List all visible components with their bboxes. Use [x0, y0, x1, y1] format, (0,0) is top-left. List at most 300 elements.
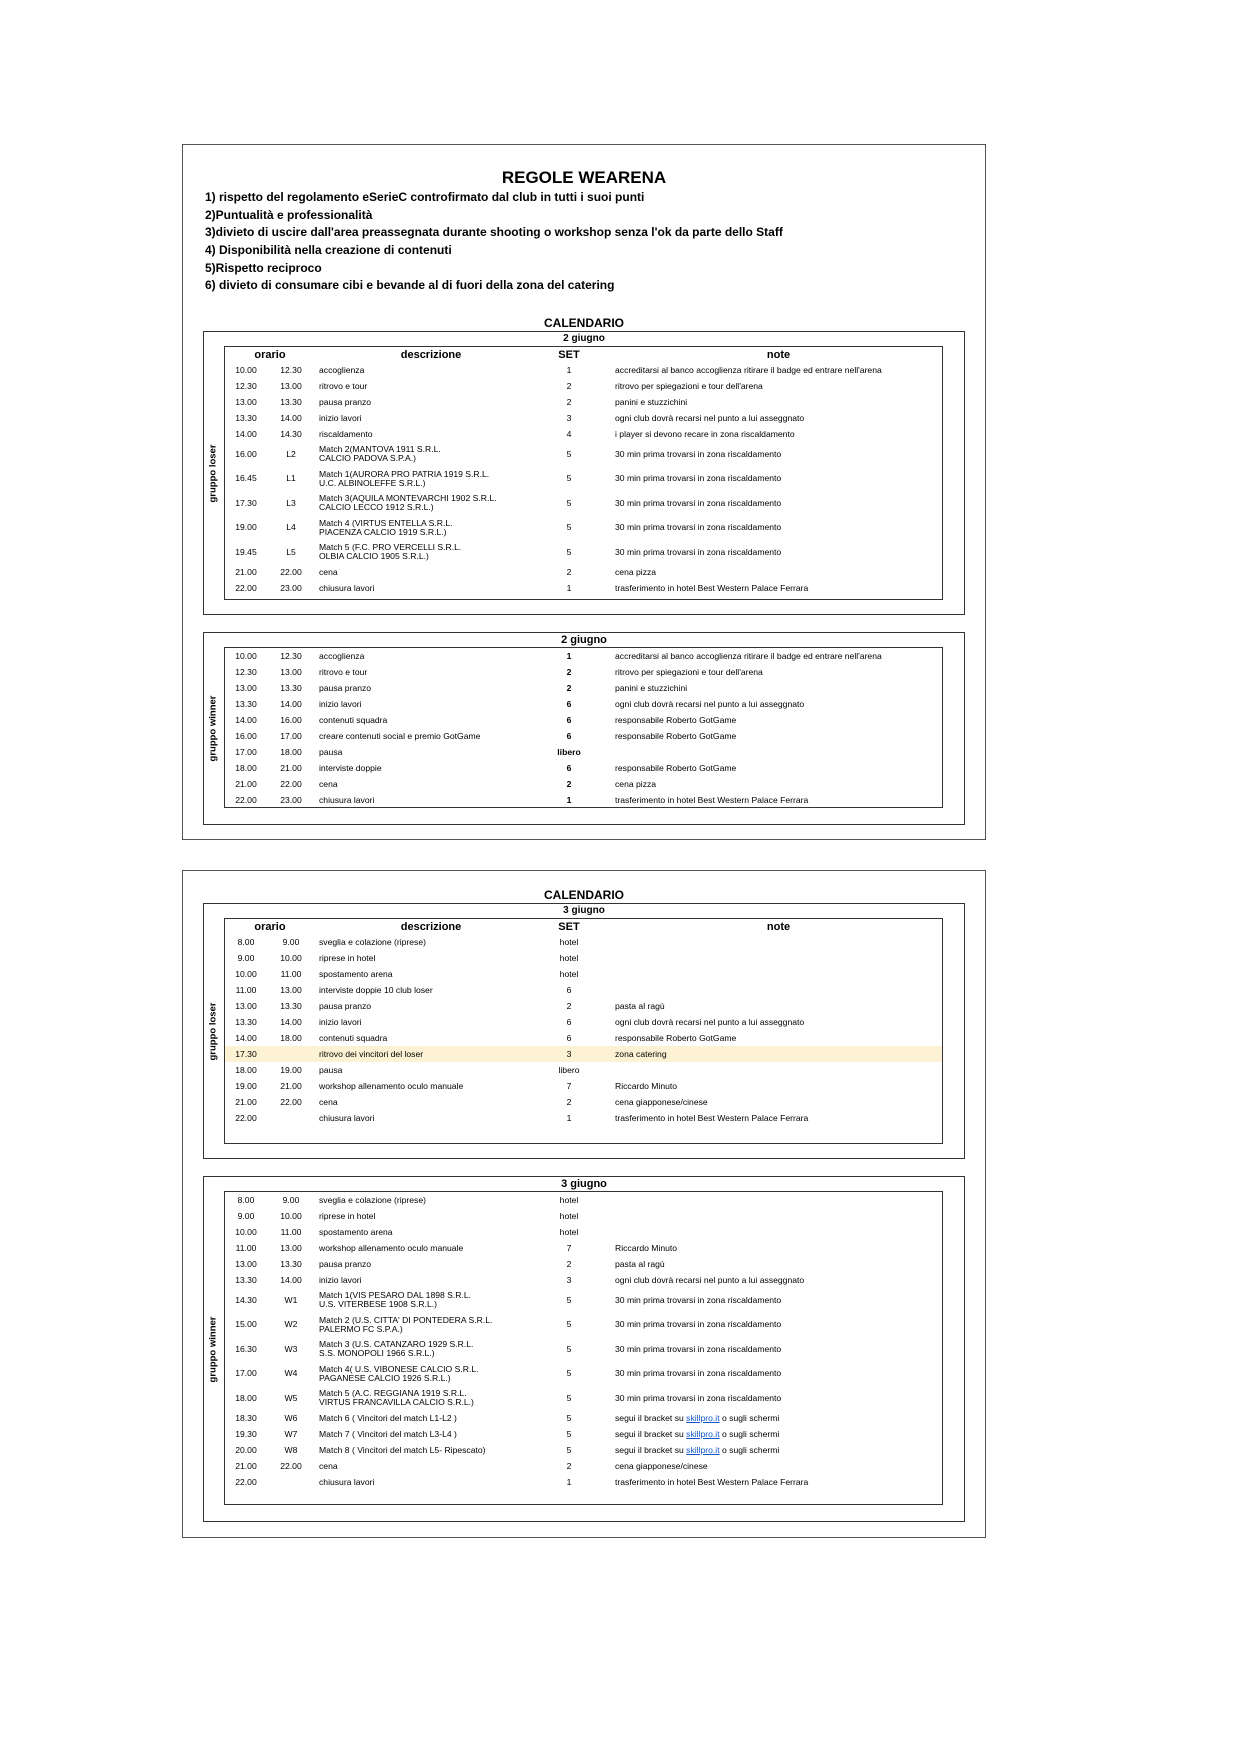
note: ritrovo per spiegazioni e tour dell'arena: [615, 666, 763, 677]
description: pausa pranzo: [319, 1000, 372, 1011]
description: Match 5 (F.C. PRO VERCELLI S.R.L. OLBIA CALCIO 1905 S.R.L.): [319, 542, 462, 562]
group-label: gruppo winner: [207, 695, 219, 762]
table-row: [225, 680, 942, 696]
table-header: [225, 919, 942, 934]
table-row: [225, 1459, 942, 1475]
table-row: [225, 950, 942, 966]
note: [615, 1208, 942, 1224]
table-row: [225, 1208, 942, 1224]
time-start: 18.00: [235, 1064, 257, 1075]
time-end: 23.00: [280, 583, 302, 593]
header-set: SET: [558, 920, 580, 933]
header-descrizione: descrizione: [400, 920, 462, 933]
set-value: 2: [566, 682, 572, 693]
description: spostamento arena: [319, 968, 393, 979]
time-end: 13.30: [280, 682, 302, 693]
table-row: [225, 776, 942, 792]
description: Match 1(AURORA PRO PATRIA 1919 S.R.L. U.C. ALBINOLEFFE S.R.L.): [319, 468, 490, 488]
set-value: 5: [566, 1413, 572, 1423]
note: Riccardo Minuto: [615, 1242, 678, 1253]
note: trasferimento in hotel Best Western Palace Ferrara: [615, 583, 809, 593]
time-start: 18.30: [235, 1413, 257, 1423]
description: inizio lavori: [319, 1016, 362, 1027]
time-start: 18.00: [235, 762, 257, 773]
group-winner-3-giugno: [203, 1176, 965, 1522]
set-value: hotel: [559, 968, 579, 979]
group-label: gruppo loser: [207, 1001, 219, 1061]
set-value: 1: [566, 1477, 572, 1487]
group-label: gruppo loser: [207, 443, 219, 503]
rule-item: 2)Puntualità e professionalità: [205, 207, 373, 222]
description: cena: [319, 778, 338, 789]
set-value: libero: [558, 1064, 580, 1075]
time-start: 19.30: [235, 1429, 257, 1439]
time-start: 14.00: [235, 1032, 257, 1043]
table-row: [225, 467, 942, 492]
time-start: 17.30: [225, 1046, 267, 1062]
schedule-table-frame: [224, 346, 943, 600]
time-start: 11.00: [235, 1242, 257, 1253]
description: pausa: [319, 746, 343, 757]
set-value: 7: [566, 1080, 572, 1091]
table-row: [225, 1288, 942, 1313]
time-start: 21.00: [235, 778, 257, 789]
note: trasferimento in hotel Best Western Palace Ferrara: [615, 794, 809, 805]
skillpro-link[interactable]: skillpro.it: [686, 1413, 720, 1423]
description: Match 1(VIS PESARO DAL 1898 S.R.L. U.S. VITERBESE 1908 S.R.L.): [319, 1290, 472, 1310]
calendar-title: CALENDARIO: [544, 888, 624, 902]
time-end: W5: [284, 1392, 298, 1403]
time-end: [267, 1475, 315, 1491]
note: 30 min prima trovarsi in zona riscaldamento: [615, 448, 782, 459]
rule-item: 4) Disponibilità nella creazione di contenuti: [205, 243, 452, 258]
time-end: 14.00: [280, 412, 302, 423]
table-header: [225, 347, 942, 362]
description: Match 2(MANTOVA 1911 S.R.L. CALCIO PADOVA S.P.A.): [319, 444, 441, 464]
note: 30 min prima trovarsi in zona riscaldamento: [615, 546, 782, 557]
time-end: 22.00: [280, 1461, 302, 1471]
description: Match 7 ( Vincitori del match L3-L4 ): [319, 1429, 457, 1439]
table-row: [225, 982, 942, 998]
time-start: 11.00: [235, 984, 257, 995]
set-value: 2: [566, 666, 572, 677]
time-end: 22.00: [280, 1096, 302, 1107]
description: workshop allenamento oculo manuale: [319, 1080, 464, 1091]
time-end: L2: [286, 448, 296, 459]
set-value: 6: [566, 730, 572, 741]
time-start: 10.00: [235, 650, 257, 661]
description: riprese in hotel: [319, 952, 376, 963]
table-row: [225, 744, 942, 760]
table-row: [225, 410, 942, 426]
table-row: [225, 1313, 942, 1338]
note: segui il bracket su skillpro.it o sugli schermi: [615, 1413, 780, 1423]
description: cena: [319, 1096, 338, 1107]
set-value: 5: [566, 1392, 572, 1403]
time-start: 12.30: [235, 666, 257, 677]
time-start: 15.00: [235, 1319, 257, 1330]
set-value: 6: [566, 714, 572, 725]
set-value: 5: [566, 473, 572, 484]
table-row: [225, 1443, 942, 1459]
table-row: [225, 394, 942, 410]
description: inizio lavori: [319, 698, 362, 709]
description: pausa pranzo: [319, 1258, 372, 1269]
table-row: [225, 1240, 942, 1256]
time-end: 12.30: [280, 364, 302, 375]
time-end: 12.30: [280, 650, 302, 661]
time-end: 11.00: [280, 1226, 302, 1237]
time-start: 22.00: [235, 1477, 257, 1487]
time-end: 13.30: [280, 1000, 302, 1011]
note: panini e stuzzichini: [615, 682, 688, 693]
table-row: [225, 1014, 942, 1030]
set-value: 2: [566, 1461, 572, 1471]
note: pasta al ragù: [615, 1000, 665, 1011]
description: Match 3 (U.S. CATANZARO 1929 S.R.L. S.S. MONOPOLI 1966 S.R.L.): [319, 1339, 474, 1359]
note: 30 min prima trovarsi in zona riscaldamento: [615, 1368, 782, 1379]
set-value: hotel: [559, 936, 579, 947]
set-value: 6: [566, 762, 572, 773]
table-row: [225, 1078, 942, 1094]
note: responsabile Roberto GotGame: [615, 1032, 737, 1043]
time-end: 13.30: [280, 1258, 302, 1269]
time-end: 9.00: [282, 1194, 300, 1205]
rule-item: 1) rispetto del regolamento eSerieC controfirmato dal club in tutti i suoi punti: [205, 190, 645, 204]
time-end: 10.00: [280, 952, 302, 963]
note: [615, 1192, 942, 1208]
table-row: [225, 565, 942, 581]
note: 30 min prima trovarsi in zona riscaldamento: [615, 473, 782, 484]
description: accoglienza: [319, 364, 365, 375]
table-row: [225, 664, 942, 680]
time-end: [267, 1110, 315, 1126]
group-loser-3-giugno: [203, 903, 965, 1159]
time-end: 19.00: [280, 1064, 302, 1075]
set-value: 1: [566, 794, 572, 805]
time-end: 13.30: [280, 396, 302, 407]
time-end: L4: [286, 522, 296, 533]
time-end: W3: [284, 1343, 298, 1354]
table-row: [225, 1224, 942, 1240]
skillpro-link[interactable]: skillpro.it: [686, 1445, 720, 1455]
time-start: 22.00: [235, 583, 257, 593]
time-start: 14.30: [235, 1294, 257, 1305]
note: 30 min prima trovarsi in zona riscaldamento: [615, 522, 782, 533]
time-start: 16.00: [235, 448, 257, 459]
note: 30 min prima trovarsi in zona riscaldamento: [615, 1392, 782, 1403]
time-end: L5: [286, 546, 296, 557]
calendar-title: CALENDARIO: [544, 316, 624, 330]
table-row: [225, 1062, 942, 1078]
schedule-table-frame: [224, 647, 943, 808]
time-start: 13.00: [235, 1258, 257, 1269]
set-value: 3: [566, 412, 572, 423]
description: Match 4 (VIRTUS ENTELLA S.R.L. PIACENZA CALCIO 1919 S.R.L.): [319, 517, 453, 537]
set-value: 5: [566, 1319, 572, 1330]
description: pausa: [319, 1064, 343, 1075]
time-end: 17.00: [280, 730, 302, 741]
schedule-table: [225, 648, 942, 808]
note: accreditarsi al banco accoglienza ritirare il badge ed entrare nell'arena: [615, 364, 882, 375]
table-row: [225, 581, 942, 597]
set-value: hotel: [559, 1226, 579, 1237]
description: ritrovo dei vincitori del loser: [315, 1046, 547, 1062]
time-start: 10.00: [235, 968, 257, 979]
time-end: 14.00: [280, 1016, 302, 1027]
set-value: 6: [566, 698, 572, 709]
set-value: 1: [566, 583, 572, 593]
table-row: [225, 1110, 942, 1126]
description: creare contenuti social e premio GotGame: [319, 730, 481, 741]
note: responsabile Roberto GotGame: [615, 730, 737, 741]
time-end: W1: [284, 1294, 298, 1305]
description: ritrovo e tour: [319, 666, 368, 677]
time-start: 20.00: [235, 1445, 257, 1455]
set-value: 5: [566, 1294, 572, 1305]
time-start: 21.00: [235, 1461, 257, 1471]
set-value: 6: [566, 1016, 572, 1027]
time-start: 13.30: [235, 412, 257, 423]
time-end: 18.00: [280, 1032, 302, 1043]
table-row: [225, 1386, 942, 1411]
description: cena: [319, 1461, 338, 1471]
group-label: gruppo winner: [207, 1316, 219, 1382]
note: segui il bracket su skillpro.it o sugli schermi: [615, 1445, 780, 1455]
header-orario: orario: [254, 920, 286, 933]
time-start: 18.00: [235, 1392, 257, 1403]
time-end: 18.00: [280, 746, 302, 757]
note: [615, 744, 942, 760]
set-value: hotel: [559, 1210, 579, 1221]
note: cena giapponese/cinese: [615, 1096, 708, 1107]
time-start: 17.30: [235, 497, 257, 508]
time-end: 14.00: [280, 1274, 302, 1285]
rule-item: 3)divieto di uscire dall'area preassegnata durante shooting o workshop senza l'ok da parte dello Staff: [205, 225, 783, 240]
time-start: 16.00: [235, 730, 257, 741]
group-winner-2-giugno: [203, 632, 965, 825]
day-title: 2 giugno: [561, 634, 607, 646]
set-value: 5: [566, 1368, 572, 1379]
table-row: [225, 712, 942, 728]
description: sveglia e colazione (riprese): [319, 1194, 426, 1205]
time-end: 22.00: [280, 567, 302, 577]
header-descrizione: descrizione: [400, 348, 462, 361]
day-title: 3 giugno: [561, 1178, 607, 1190]
set-value: 6: [566, 1032, 572, 1043]
description: interviste doppie: [319, 762, 382, 773]
description: sveglia e colazione (riprese): [319, 936, 426, 947]
description: chiusura lavori: [319, 1477, 375, 1487]
table-row: [225, 1475, 942, 1491]
description: Match 5 (A.C. REGGIANA 1919 S.R.L. VIRTUS FRANCAVILLA CALCIO S.R.L.): [319, 1388, 474, 1408]
time-start: 14.00: [235, 714, 257, 725]
note: ogni club dovrà recarsi nel punto a lui asseggnato: [615, 1016, 805, 1027]
note: accreditarsi al banco accoglienza ritirare il badge ed entrare nell'arena: [615, 650, 882, 661]
note: [615, 934, 942, 950]
note: cena pizza: [615, 567, 657, 577]
table-row: [225, 491, 942, 516]
time-end: W2: [284, 1319, 298, 1330]
description: pausa pranzo: [319, 682, 372, 693]
time-end: W7: [284, 1429, 298, 1439]
note: [615, 1062, 942, 1078]
description: Match 8 ( Vincitori del match L5- Ripescato): [319, 1445, 486, 1455]
table-row: [225, 648, 942, 664]
time-start: 19.00: [235, 522, 257, 533]
note: Riccardo Minuto: [615, 1080, 678, 1091]
table-row: [225, 1030, 942, 1046]
time-start: 13.30: [235, 698, 257, 709]
time-end: 10.00: [280, 1210, 302, 1221]
day-title: 3 giugno: [563, 905, 605, 916]
note: cena pizza: [615, 778, 657, 789]
time-end: [267, 1046, 315, 1062]
description: interviste doppie 10 club loser: [319, 984, 433, 995]
time-end: 22.00: [280, 778, 302, 789]
time-end: W6: [284, 1413, 298, 1423]
time-start: 8.00: [237, 936, 255, 947]
table-row: [225, 1427, 942, 1443]
time-end: 14.30: [280, 428, 302, 439]
time-end: L3: [286, 497, 296, 508]
set-value: 1: [566, 650, 572, 661]
description: cena: [319, 567, 338, 577]
table-row: [225, 1046, 942, 1062]
time-start: 13.30: [235, 1016, 257, 1027]
note: ritrovo per spiegazioni e tour dell'arena: [615, 380, 763, 391]
time-end: W4: [284, 1368, 298, 1379]
time-start: 17.00: [235, 1368, 257, 1379]
time-start: 14.00: [235, 428, 257, 439]
note: segui il bracket su skillpro.it o sugli schermi: [615, 1429, 780, 1439]
rule-item: 5)Rispetto reciproco: [205, 260, 322, 275]
time-start: 10.00: [235, 1226, 257, 1237]
note: pasta al ragù: [615, 1258, 665, 1269]
note: ogni club dovrà recarsi nel punto a lui asseggnato: [615, 412, 805, 423]
description: accoglienza: [319, 650, 365, 661]
set-value: hotel: [559, 952, 579, 963]
table-row: [225, 728, 942, 744]
time-start: 9.00: [237, 952, 255, 963]
time-end: 13.00: [280, 1242, 302, 1253]
set-value: 5: [566, 1445, 572, 1455]
time-start: 13.00: [235, 396, 257, 407]
note: zona catering: [615, 1046, 942, 1062]
description: contenuti squadra: [319, 1032, 388, 1043]
description: contenuti squadra: [319, 714, 388, 725]
note: 30 min prima trovarsi in zona riscaldamento: [615, 1319, 782, 1330]
day-title: 2 giugno: [563, 333, 605, 344]
description: spostamento arena: [319, 1226, 393, 1237]
time-start: 17.00: [235, 746, 257, 757]
table-row: [225, 1256, 942, 1272]
time-start: 10.00: [235, 364, 257, 375]
note: trasferimento in hotel Best Western Palace Ferrara: [615, 1112, 809, 1123]
table-row: [225, 1337, 942, 1362]
time-end: W8: [284, 1445, 298, 1455]
note: cena giapponese/cinese: [615, 1461, 708, 1471]
set-value: 3: [547, 1046, 591, 1062]
set-value: 2: [566, 396, 572, 407]
description: Match 6 ( Vincitori del match L1-L2 ): [319, 1413, 457, 1423]
note: ogni club dovrà recarsi nel punto a lui asseggnato: [615, 698, 805, 709]
table-row: [225, 966, 942, 982]
time-start: 19.00: [235, 1080, 257, 1091]
description: Match 3(AQUILA MONTEVARCHI 1902 S.R.L. CALCIO LECCO 1912 S.R.L.): [319, 493, 497, 513]
description: ritrovo e tour: [319, 380, 368, 391]
set-value: 1: [566, 364, 572, 375]
set-value: 2: [566, 778, 572, 789]
set-value: 2: [566, 1096, 572, 1107]
set-value: 3: [566, 1274, 572, 1285]
note: 30 min prima trovarsi in zona riscaldamento: [615, 497, 782, 508]
description: Match 2 (U.S. CITTA' DI PONTEDERA S.R.L. PALERMO FC S.P.A.): [319, 1314, 493, 1334]
table-row: [225, 442, 942, 467]
time-end: 13.00: [280, 666, 302, 677]
note: panini e stuzzichini: [615, 396, 688, 407]
description: riscaldamento: [319, 428, 373, 439]
note: [615, 1224, 942, 1240]
time-end: 14.00: [280, 698, 302, 709]
set-value: 5: [566, 546, 572, 557]
time-start: 21.00: [235, 567, 257, 577]
time-end: 16.00: [280, 714, 302, 725]
description: Match 4( U.S. VIBONESE CALCIO S.R.L. PAGANESE CALCIO 1926 S.R.L.): [319, 1363, 479, 1383]
table-row: [225, 378, 942, 394]
time-start: 22.00: [235, 794, 257, 805]
note: responsabile Roberto GotGame: [615, 714, 737, 725]
page-1: [182, 144, 986, 840]
description: workshop allenamento oculo manuale: [319, 1242, 464, 1253]
page-2: [182, 870, 986, 1538]
time-start: 22.00: [235, 1112, 257, 1123]
time-end: 13.00: [280, 984, 302, 995]
table-row: [225, 516, 942, 541]
table-row: [225, 1362, 942, 1387]
set-value: 2: [566, 1258, 572, 1269]
note: [615, 982, 942, 998]
set-value: 7: [566, 1242, 572, 1253]
header-note: note: [766, 348, 791, 361]
description: inizio lavori: [319, 412, 362, 423]
time-end: 13.00: [280, 380, 302, 391]
time-start: 16.30: [235, 1343, 257, 1354]
table-row: [225, 1094, 942, 1110]
description: riprese in hotel: [319, 1210, 376, 1221]
note: ogni club dovrà recarsi nel punto a lui asseggnato: [615, 1274, 805, 1285]
schedule-table: [225, 347, 942, 597]
time-start: 12.30: [235, 380, 257, 391]
time-end: 11.00: [280, 968, 302, 979]
table-row: [225, 760, 942, 776]
time-end: 9.00: [282, 936, 300, 947]
schedule-table-frame: [224, 1191, 943, 1505]
skillpro-link[interactable]: skillpro.it: [686, 1429, 720, 1439]
set-value: 2: [566, 380, 572, 391]
time-end: 21.00: [280, 1080, 302, 1091]
rules-title: REGOLE WEARENA: [501, 168, 667, 187]
note: trasferimento in hotel Best Western Palace Ferrara: [615, 1477, 809, 1487]
set-value: 2: [566, 1000, 572, 1011]
set-value: 5: [566, 497, 572, 508]
time-start: 13.30: [235, 1274, 257, 1285]
rules-list: [205, 189, 985, 295]
table-row: [225, 934, 942, 950]
schedule-table: [225, 1192, 942, 1491]
set-value: 2: [566, 567, 572, 577]
table-row: [225, 426, 942, 442]
